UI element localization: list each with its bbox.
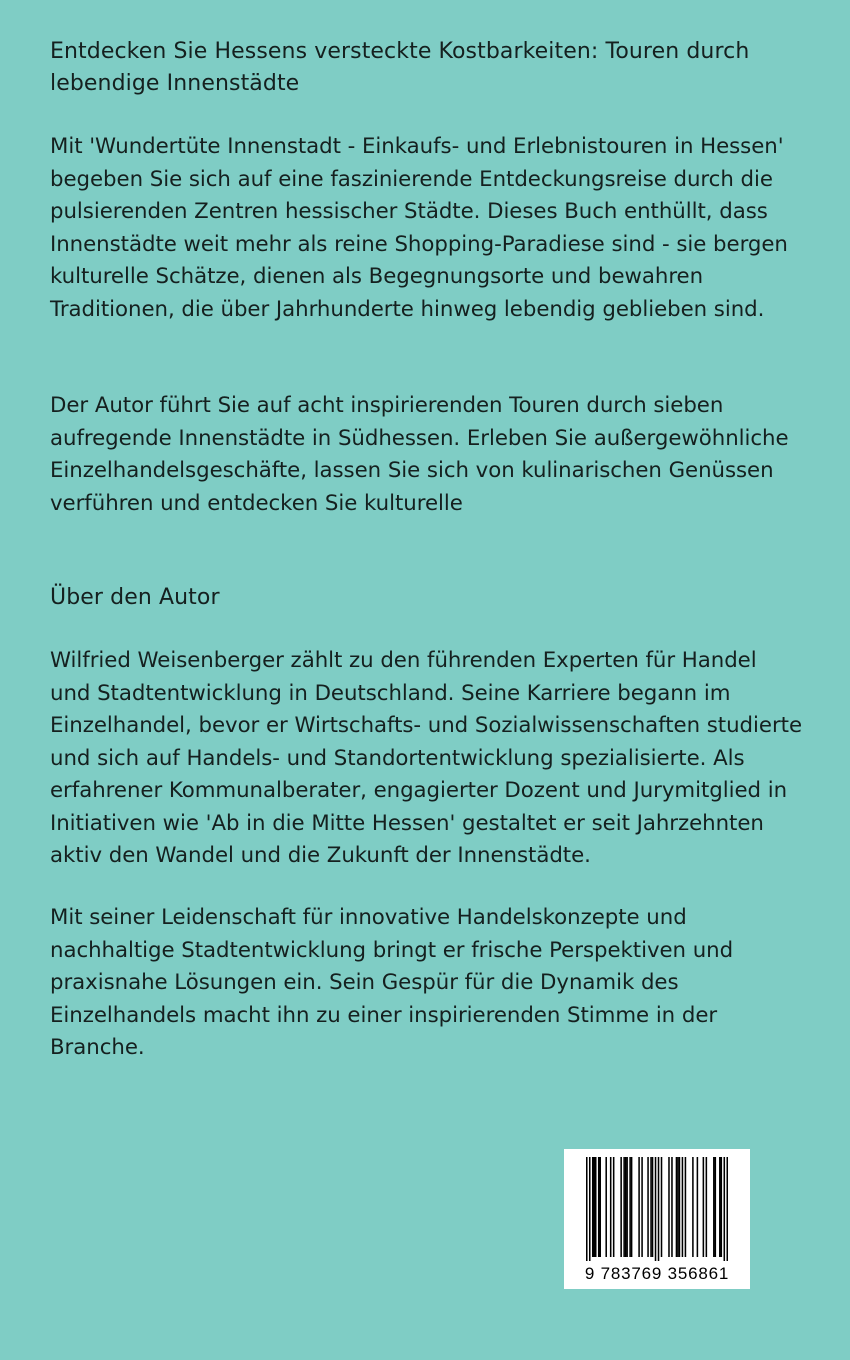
isbn-barcode [564,1149,750,1289]
author-heading: Über den Autor [50,585,220,610]
barcode-bar [598,1157,600,1257]
barcode-bar [586,1157,588,1261]
blurb-title: Entdecken Sie Hessens versteckte Kostbarkeiten: Touren durch lebendige Innenstädte [50,39,750,96]
blurb-paragraph: Mit 'Wundertüte Innenstadt - Einkaufs- und Erlebnistouren in Hessen' begeben Sie sich auf eine faszinierende Entdeckungsreise durch die pulsierenden Zentren hessischer Städte. Dieses Buch enthüllt, dass Innenstädte weit mehr als reine Shopping-Paradiese sind - sie bergen kulturelle Schätze, dienen als Begegnungsorte und bewahren Traditionen, die über Jahrhunderte hinweg lebendig geblieben sind. [50,134,788,322]
barcode-bar [625,1157,627,1257]
barcode-bar [605,1157,607,1257]
barcode-bar [599,1157,601,1257]
isbn-number: 9 783769 356861 [584,1264,730,1283]
barcode-bar [595,1157,597,1257]
barcode-bar [679,1157,681,1257]
barcode-bar [724,1157,726,1261]
barcode-bar [677,1157,679,1257]
barcode-bar [626,1157,628,1257]
barcode-bar [697,1157,699,1257]
barcode-bars [586,1157,728,1261]
barcode-bar [713,1157,715,1257]
barcode-bar [671,1157,673,1257]
barcode-bar [676,1157,678,1257]
barcode-bar [719,1157,721,1257]
barcode-bar [629,1157,631,1257]
barcode-bar [727,1157,728,1261]
barcode-bar [652,1157,654,1257]
barcode-bar [685,1157,687,1257]
barcode-bar [703,1157,705,1257]
author-bio-paragraph: Wilfried Weisenberger zählt zu den führenden Experten für Handel und Stadtentwicklung in Deutschland. Seine Karriere begann im Einzelhandel, bevor er Wirtschafts- und Sozialwissenschaften studierte und sich auf Handels- und Standortentwicklung spezialisierte. Als erfahrener Kommunalberater, engagierter Dozent und Jurymitglied in Initiativen wie 'Ab in die Mitte Hessen' gestaltet er seit Jahrzehnten aktiv den Wandel und die Zukunft der Innenstädte. [50,648,802,868]
barcode-bar [668,1157,670,1257]
barcode-bar [650,1157,652,1257]
barcode-bar [623,1157,625,1257]
barcode-bar [620,1157,622,1257]
barcode-bar [613,1157,615,1257]
blurb-paragraph: Der Autor führt Sie auf acht inspirierenden Touren durch sieben aufregende Innenstädte in Südhessen. Erleben Sie außergewöhnliche Einzelhandelsgeschäfte, lassen Sie sich von kulinarischen Genüssen verführen und entdecken Sie kulturelle [50,393,789,516]
barcode-bar [692,1157,694,1257]
author-bio-paragraph: Mit seiner Leidenschaft für innovative Handelskonzepte und nachhaltige Stadtentwicklung bringt er frische Perspektiven und praxisnahe Lösungen ein. Sein Gespür für die Dynamik des Einzelhandels macht ihn zu einer inspirierenden Stimme in der Branche. [50,905,734,1060]
barcode-bar [658,1157,660,1261]
barcode-bar [706,1157,708,1257]
barcode-bar [715,1157,717,1257]
barcode-bar [721,1157,723,1257]
barcode-bar [593,1157,595,1257]
barcode-bar [631,1157,633,1257]
barcode-bar [647,1157,649,1257]
barcode-bar [610,1157,612,1257]
barcode-bar [655,1157,657,1261]
barcode-bar [641,1157,643,1257]
barcode-bar [638,1157,640,1257]
barcode-bar [592,1157,594,1257]
barcode-bar [589,1157,591,1261]
barcode-bar [661,1157,663,1257]
barcode-bar [682,1157,684,1257]
